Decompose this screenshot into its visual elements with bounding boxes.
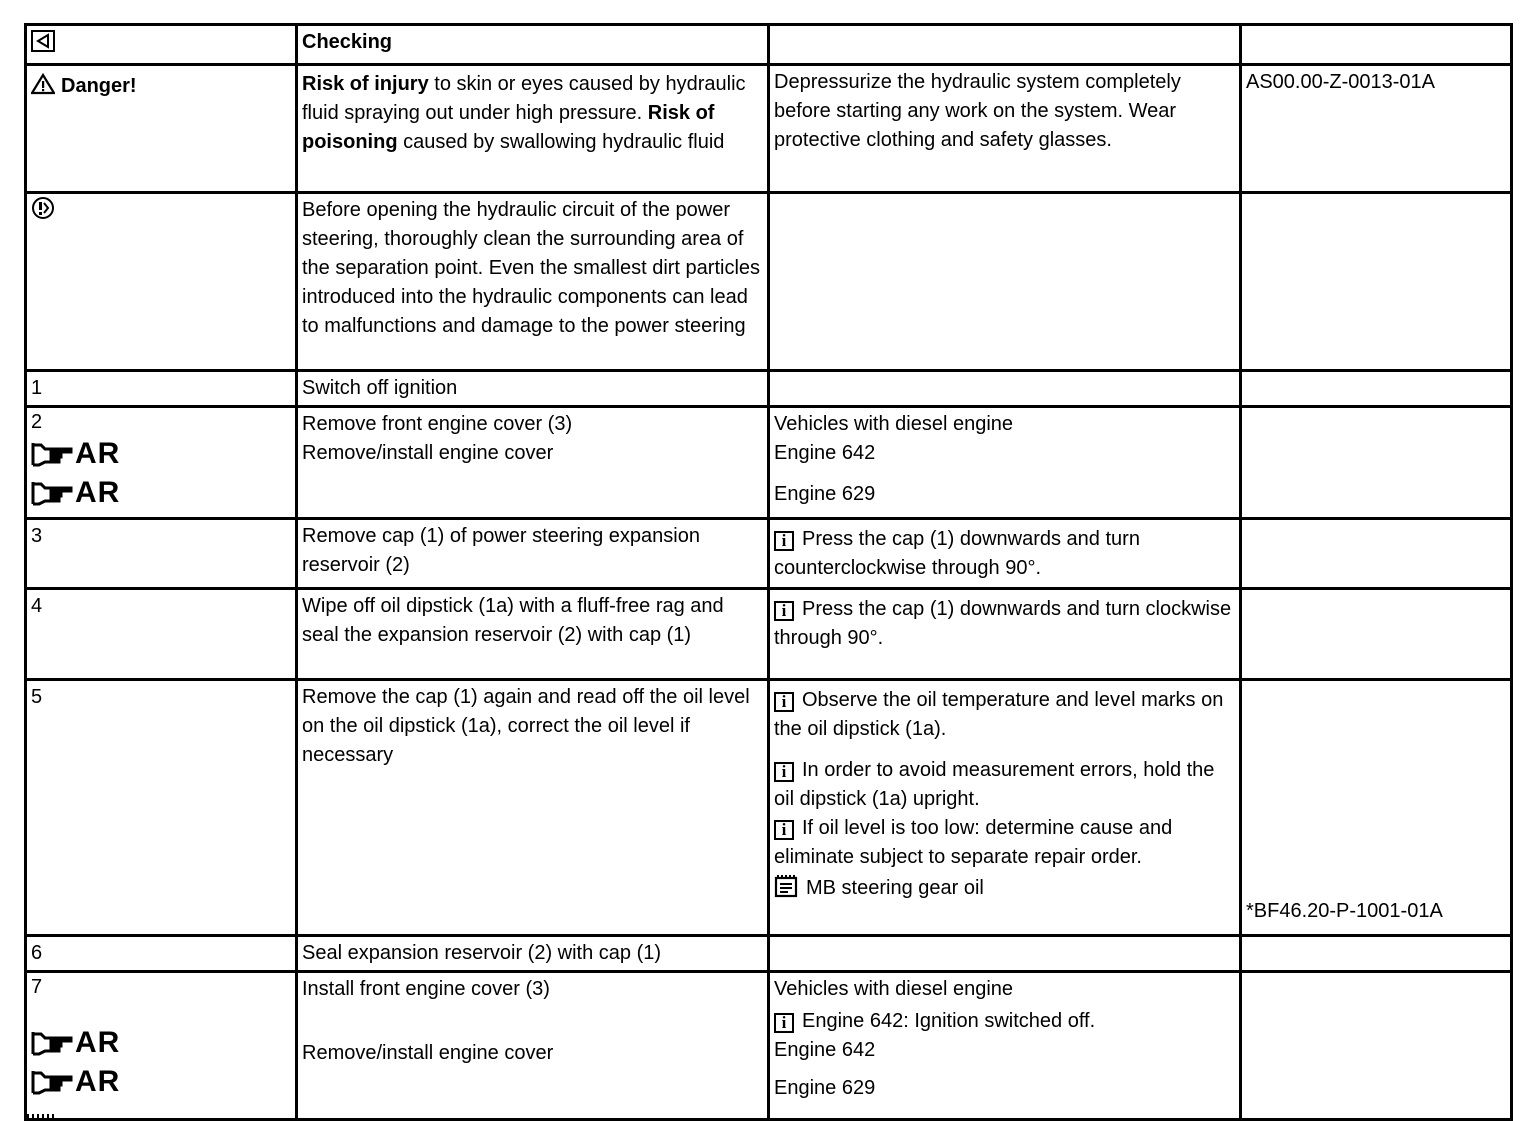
risk-poisoning-bold: Risk of poisoning: [302, 102, 715, 153]
risk-injury-text: to skin or eyes caused by hydraulic fluid spraying out under high pressure.: [302, 73, 746, 124]
step-action-secondary: Remove/install engine cover: [302, 442, 554, 464]
step-number: 3: [31, 525, 43, 547]
step-action: Seal expansion reservoir (2) with cap (1): [302, 942, 662, 964]
table-row-step-7: [26, 972, 1512, 1120]
table-row-header: [26, 25, 1512, 65]
table-row-step-2: [26, 407, 1512, 519]
page-title: Checking: [302, 31, 393, 53]
table-row-step-3: [26, 519, 1512, 589]
oil-bottle-icon: [25, 1112, 57, 1120]
ar-label: AR: [75, 1026, 121, 1059]
step-number: 4: [31, 595, 43, 617]
risk-injury-bold: Risk of injury: [302, 73, 429, 95]
step-note-text: Observe the oil temperature and level marks on the oil dipstick (1a).: [774, 689, 1224, 740]
table-row-step-1: [26, 371, 1512, 407]
step-note-text: Press the cap (1) downwards and turn clockwise through 90°.: [774, 598, 1232, 649]
step-action-secondary: Remove/install engine cover: [302, 1042, 554, 1064]
step-note: Vehicles with diesel engine: [774, 978, 1014, 1000]
step-action: Remove front engine cover (3): [302, 413, 573, 435]
step-note-text: Engine 642: Ignition switched off.: [802, 1010, 1096, 1032]
step-note: Engine 642: [774, 1039, 876, 1061]
info-icon: i: [774, 1013, 794, 1033]
step-note: Vehicles with diesel engine: [774, 413, 1014, 435]
table-row-step-4: [26, 589, 1512, 680]
oil-spec-reference[interactable]: *BF46.20-P-1001-01A: [1246, 900, 1443, 922]
info-icon: i: [774, 692, 794, 712]
step-note: [774, 814, 1235, 872]
warning-triangle-icon: [31, 73, 55, 95]
ar-link[interactable]: [31, 434, 291, 473]
pointing-hand-icon: [31, 1068, 73, 1096]
oil-bottle-icon: [774, 874, 798, 898]
step-action: Remove the cap (1) again and read off the oil level on the oil dipstick (1a), correct the oil level if necessary: [302, 686, 750, 766]
table-row-step-5: [26, 680, 1512, 936]
notice-exclamation-icon: [31, 196, 55, 220]
notice-text: Before opening the hydraulic circuit of the power steering, thoroughly clean the surrounding area of the separation point. Even the smallest dirt particles introduced into the hydraulic components can lead to malfunctions and damage to the power steering: [302, 199, 761, 337]
pointing-hand-icon: [31, 440, 73, 468]
table-row-notice: [26, 193, 1512, 371]
step-note: [774, 756, 1235, 814]
info-icon: i: [774, 762, 794, 782]
step-action: Install front engine cover (3): [302, 978, 550, 1000]
step-action: Switch off ignition: [302, 377, 458, 399]
step-note: [774, 1007, 1235, 1036]
step-number: 2: [31, 411, 43, 433]
risk-poisoning-text: caused by swallowing hydraulic fluid: [397, 131, 725, 153]
info-icon: i: [774, 820, 794, 840]
ar-link[interactable]: [31, 1062, 291, 1101]
pointing-hand-icon: [31, 479, 73, 507]
step-note: Engine 629: [774, 1077, 876, 1099]
ar-label: AR: [75, 1065, 121, 1098]
step-note: [774, 686, 1235, 744]
info-icon: i: [774, 531, 794, 551]
step-note-text: Press the cap (1) downwards and turn counterclockwise through 90°.: [774, 528, 1140, 579]
step-action: Remove cap (1) of power steering expansion reservoir (2): [302, 525, 700, 576]
step-note: [774, 525, 1235, 583]
step-note: [774, 595, 1235, 653]
danger-description: [302, 70, 763, 157]
step-number: 5: [31, 686, 43, 708]
step-number: 6: [31, 942, 43, 964]
step-note: Engine 642: [774, 442, 876, 464]
step-note: Engine 629: [774, 483, 876, 505]
procedure-table: [24, 23, 1513, 1121]
table-row-step-6: [26, 936, 1512, 972]
danger-reference[interactable]: AS00.00-Z-0013-01A: [1246, 71, 1436, 93]
ar-link[interactable]: [31, 473, 291, 512]
danger-label-wrap: [31, 72, 291, 101]
ar-label: AR: [75, 437, 121, 470]
danger-measure: Depressurize the hydraulic system completely before starting any work on the system. Wear protective clothing and safety glasses.: [774, 71, 1181, 151]
table-row-danger: [26, 65, 1512, 193]
step-number: 7: [31, 976, 43, 998]
pointing-hand-icon: [31, 1029, 73, 1057]
step-action: Wipe off oil dipstick (1a) with a fluff-free rag and seal the expansion reservoir (2) with cap (1): [302, 595, 724, 646]
step-number: 1: [31, 377, 43, 399]
back-arrow-box-icon[interactable]: [31, 30, 57, 52]
step-note-text: MB steering gear oil: [806, 877, 984, 899]
ar-link[interactable]: [31, 1023, 291, 1062]
info-icon: i: [774, 601, 794, 621]
step-note: [774, 874, 1235, 903]
danger-label: Danger!: [61, 75, 137, 97]
step-note-text: If oil level is too low: determine cause and eliminate subject to separate repair order.: [774, 817, 1173, 868]
ar-label: AR: [75, 476, 121, 509]
step-note-text: In order to avoid measurement errors, hold the oil dipstick (1a) upright.: [774, 759, 1215, 810]
